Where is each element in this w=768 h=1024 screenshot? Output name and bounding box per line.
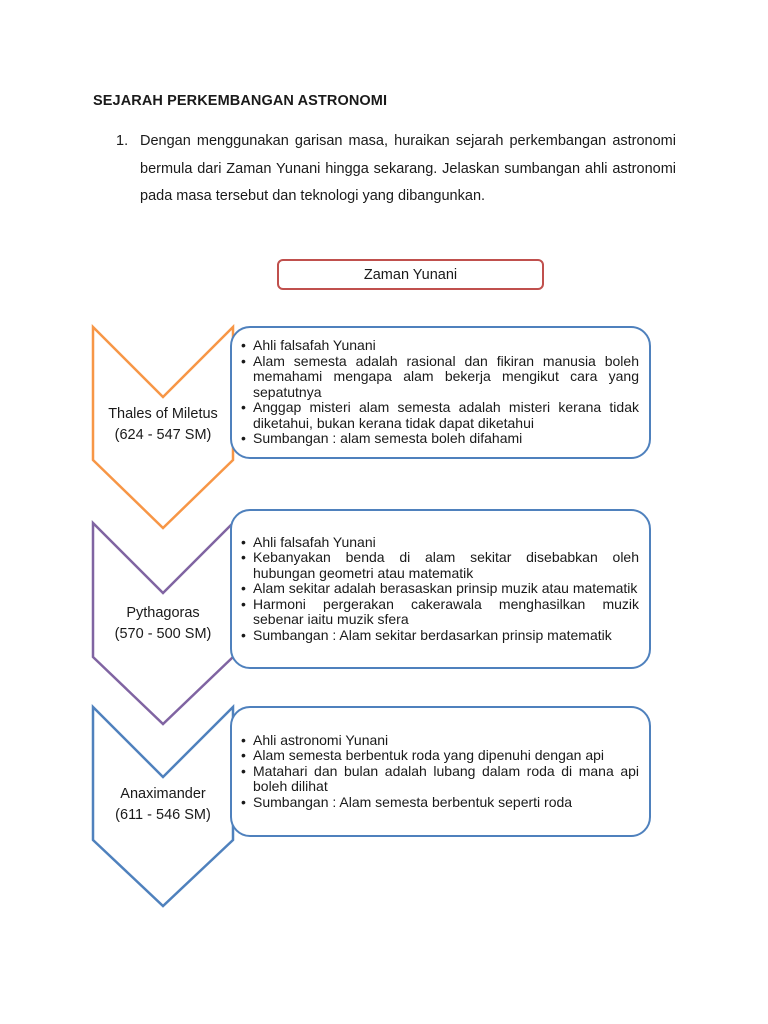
bullet-item: • Sumbangan : alam semesta boleh difahami (238, 431, 639, 447)
bullet-item: • Ahli falsafah Yunani (238, 338, 639, 354)
era-label: Zaman Yunani (363, 266, 458, 283)
bullet-item: • Alam sekitar adalah berasaskan prinsip muzik atau matematik (238, 581, 639, 597)
bullet-list (238, 535, 639, 644)
person-years: (570 - 500 SM) (114, 626, 212, 642)
bullet-list (238, 733, 639, 811)
timeline-name-anaximander (83, 784, 243, 826)
person-years: (624 - 547 SM) (114, 427, 212, 443)
bullet-list (238, 338, 639, 447)
person-name: Pythagoras (126, 605, 200, 621)
question-number: 1. (116, 133, 129, 149)
info-box-thales (230, 326, 651, 459)
bullet-item: • Sumbangan : Alam semesta berbentuk seperti roda (238, 795, 639, 811)
timeline-name-pythagoras (83, 603, 243, 645)
bullet-item: • Alam semesta berbentuk roda yang dipenuhi dengan api (238, 748, 639, 764)
bullet-item: • Anggap misteri alam semesta adalah misteri kerana tidak diketahui, bukan kerana tidak dapat diketahui (238, 400, 639, 431)
bullet-item: • Ahli falsafah Yunani (238, 535, 639, 551)
bullet-item: • Sumbangan : Alam sekitar berdasarkan prinsip matematik (238, 628, 639, 644)
page-title: SEJARAH PERKEMBANGAN ASTRONOMI (93, 93, 388, 109)
bullet-item: • Harmoni pergerakan cakerawala menghasilkan muzik sebenar iaitu muzik sfera (238, 597, 639, 628)
timeline-name-thales (83, 404, 243, 446)
bullet-item: • Kebanyakan benda di alam sekitar disebabkan oleh hubungan geometri atau matematik (238, 550, 639, 581)
bullet-item: • Matahari dan bulan adalah lubang dalam roda di mana api boleh dilihat (238, 764, 639, 795)
bullet-item: • Ahli astronomi Yunani (238, 733, 639, 749)
person-name: Thales of Miletus (108, 406, 218, 422)
info-box-anaximander (230, 706, 651, 837)
question-text: Dengan menggunakan garisan masa, huraikan sejarah perkembangan astronomi bermula dari Zaman Yunani hingga sekarang. Jelaskan sumbangan ahli astronomi pada masa tersebut dan teknologi yang dibangunkan. (140, 133, 676, 204)
person-name: Anaximander (120, 786, 206, 802)
bullet-item: • Alam semesta adalah rasional dan fikiran manusia boleh memahami mengapa alam bekerja mengikut cara yang sepatutnya (238, 354, 639, 401)
person-years: (611 - 546 SM) (115, 807, 211, 823)
info-box-pythagoras (230, 509, 651, 669)
